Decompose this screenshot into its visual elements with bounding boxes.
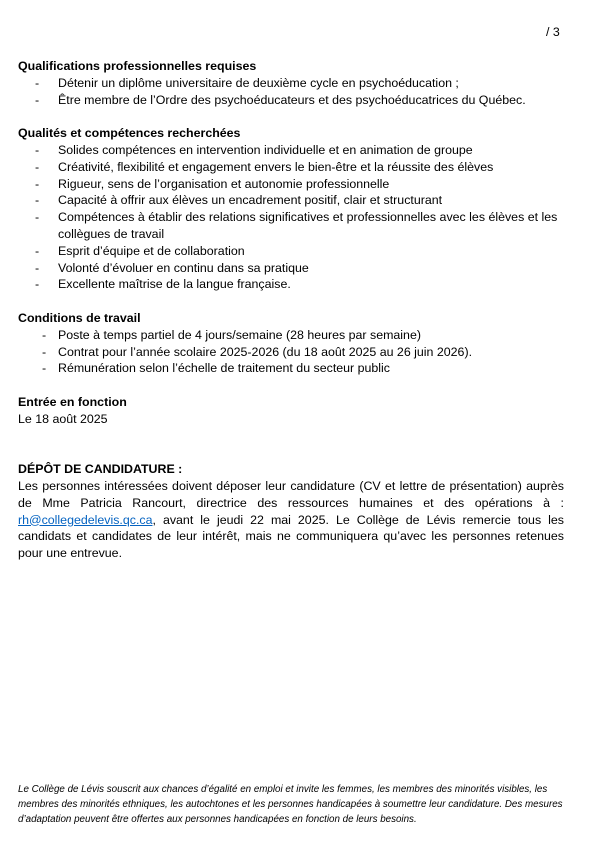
conditions-section [18, 310, 564, 377]
qualifications-section [18, 58, 564, 108]
list-item: - Esprit d’équipe et de collaboration [18, 243, 564, 260]
list-item: - Rigueur, sens de l’organisation et autonomie professionnelle [18, 176, 564, 193]
list-item: - Créativité, flexibilité et engagement envers le bien-être et la réussite des élèves [18, 159, 564, 176]
list-item: - Être membre de l’Ordre des psychoéducateurs et des psychoéducatrices du Québec. [18, 92, 564, 109]
qualities-list [18, 142, 564, 293]
qualifications-heading: Qualifications professionnelles requises [18, 59, 257, 73]
list-item: - Compétences à établir des relations significatives et professionnelles avec les élèves et les collègues de travail [18, 209, 564, 243]
document-body [18, 58, 564, 562]
application-text-after: , avant le jeudi 22 mai 2025. Le Collège de Lévis remercie tous les candidats et candidates de leur intérêt, mais ne communiquera qu’avec les personnes retenues pour une entrevue. [18, 512, 564, 561]
email-link[interactable]: rh@collegedelevis.qc.ca [18, 512, 153, 527]
list-item: - Capacité à offrir aux élèves un encadrement positif, clair et structurant [18, 192, 564, 209]
list-item: - Solides compétences en intervention individuelle et en animation de groupe [18, 142, 564, 159]
qualities-heading: Qualités et compétences recherchées [18, 126, 241, 141]
conditions-list [18, 327, 564, 377]
qualifications-list [18, 75, 564, 109]
list-item: - Poste à temps partiel de 4 jours/semaine (28 heures par semaine) [18, 327, 564, 344]
equal-opportunity-footer: Le Collège de Lévis souscrit aux chances d’égalité en emploi et invite les femmes, les membres des minorités visibles, les membres des minorités ethniques, les autochtones et les personnes handicapées à soumettre leur candidature. Des mesures d’adaptation peuvent être offertes aux personnes handicapées en fonction de leurs besoins. [18, 784, 563, 825]
qualities-section [18, 125, 564, 293]
start-heading: Entrée en fonction [18, 394, 127, 409]
list-item: - Rémunération selon l’échelle de traitement du secteur public [18, 360, 564, 377]
application-text-before: Les personnes intéressées doivent déposer leur candidature (CV et lettre de présentation) auprès de Mme Patricia Rancourt, directrice des ressources humaines et des opérations à : [18, 478, 564, 510]
list-item: - Excellente maîtrise de la langue française. [18, 276, 564, 293]
list-item: - Contrat pour l’année scolaire 2025-2026 (du 18 août 2025 au 26 juin 2026). [18, 344, 564, 361]
application-section [18, 461, 564, 562]
page-number: / 3 [546, 25, 560, 39]
conditions-heading: Conditions de travail [18, 310, 141, 325]
start-date: Le 18 août 2025 [18, 411, 108, 426]
application-heading: DÉPÔT DE CANDIDATURE : [18, 462, 183, 477]
application-text [18, 478, 564, 562]
list-item: - Volonté d’évoluer en continu dans sa pratique [18, 260, 564, 277]
start-section [18, 394, 564, 428]
list-item: - Détenir un diplôme universitaire de deuxième cycle en psychoéducation ; [18, 75, 564, 92]
